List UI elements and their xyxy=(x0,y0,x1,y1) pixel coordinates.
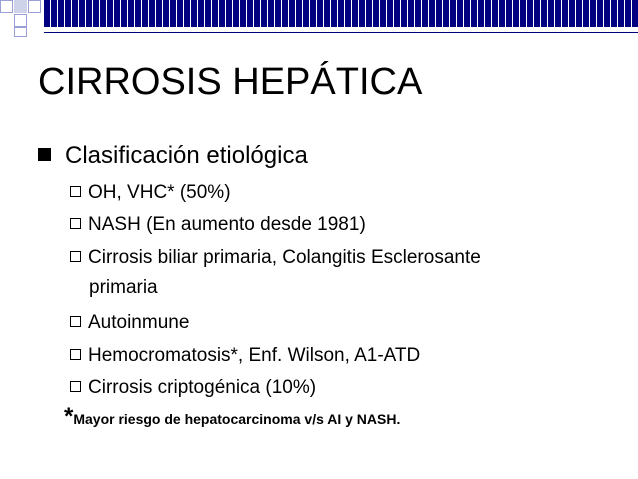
footnote-marker: * xyxy=(64,403,74,430)
list-item-label: Cirrosis criptogénica (10%) xyxy=(88,377,317,398)
deco-square xyxy=(28,0,41,13)
deco-square xyxy=(0,0,13,13)
list-item-label: Cirrosis biliar primaria, Colangitis Esclerosante xyxy=(88,247,481,268)
deco-square xyxy=(14,14,27,27)
deco-square xyxy=(14,27,27,37)
list-item xyxy=(70,343,420,368)
footnote-text: Mayor riesgo de hepatocarcinoma v/s AI y NASH. xyxy=(73,411,401,427)
hollow-square-bullet-icon xyxy=(70,316,81,327)
list-item-label: OH, VHC* (50%) xyxy=(88,182,231,203)
list-item-continuation: primaria xyxy=(89,277,158,298)
heading-bullet xyxy=(38,141,308,171)
striped-band xyxy=(44,0,638,27)
slide-title: CIRROSIS HEPÁTICA xyxy=(38,61,423,103)
list-item-label: Hemocromatosis*, Enf. Wilson, A1-ATD xyxy=(88,345,421,366)
square-bullet-icon xyxy=(38,148,51,161)
header-decoration xyxy=(0,0,638,40)
list-item xyxy=(70,212,366,237)
list-item xyxy=(70,310,189,335)
hollow-square-bullet-icon xyxy=(70,381,81,392)
list-item-label: Autoinmune xyxy=(88,312,190,333)
list-item xyxy=(70,180,231,205)
list-item xyxy=(70,375,316,400)
hollow-square-bullet-icon xyxy=(70,218,81,229)
hollow-square-bullet-icon xyxy=(70,186,81,197)
list-item xyxy=(70,245,481,270)
list-item-label: NASH (En aumento desde 1981) xyxy=(88,214,366,235)
hollow-square-bullet-icon xyxy=(70,349,81,360)
deco-square xyxy=(14,0,27,13)
header-rule xyxy=(44,32,638,33)
hollow-square-bullet-icon xyxy=(70,251,81,262)
footnote xyxy=(64,403,400,431)
heading-label: Clasificación etiológica xyxy=(65,142,308,169)
